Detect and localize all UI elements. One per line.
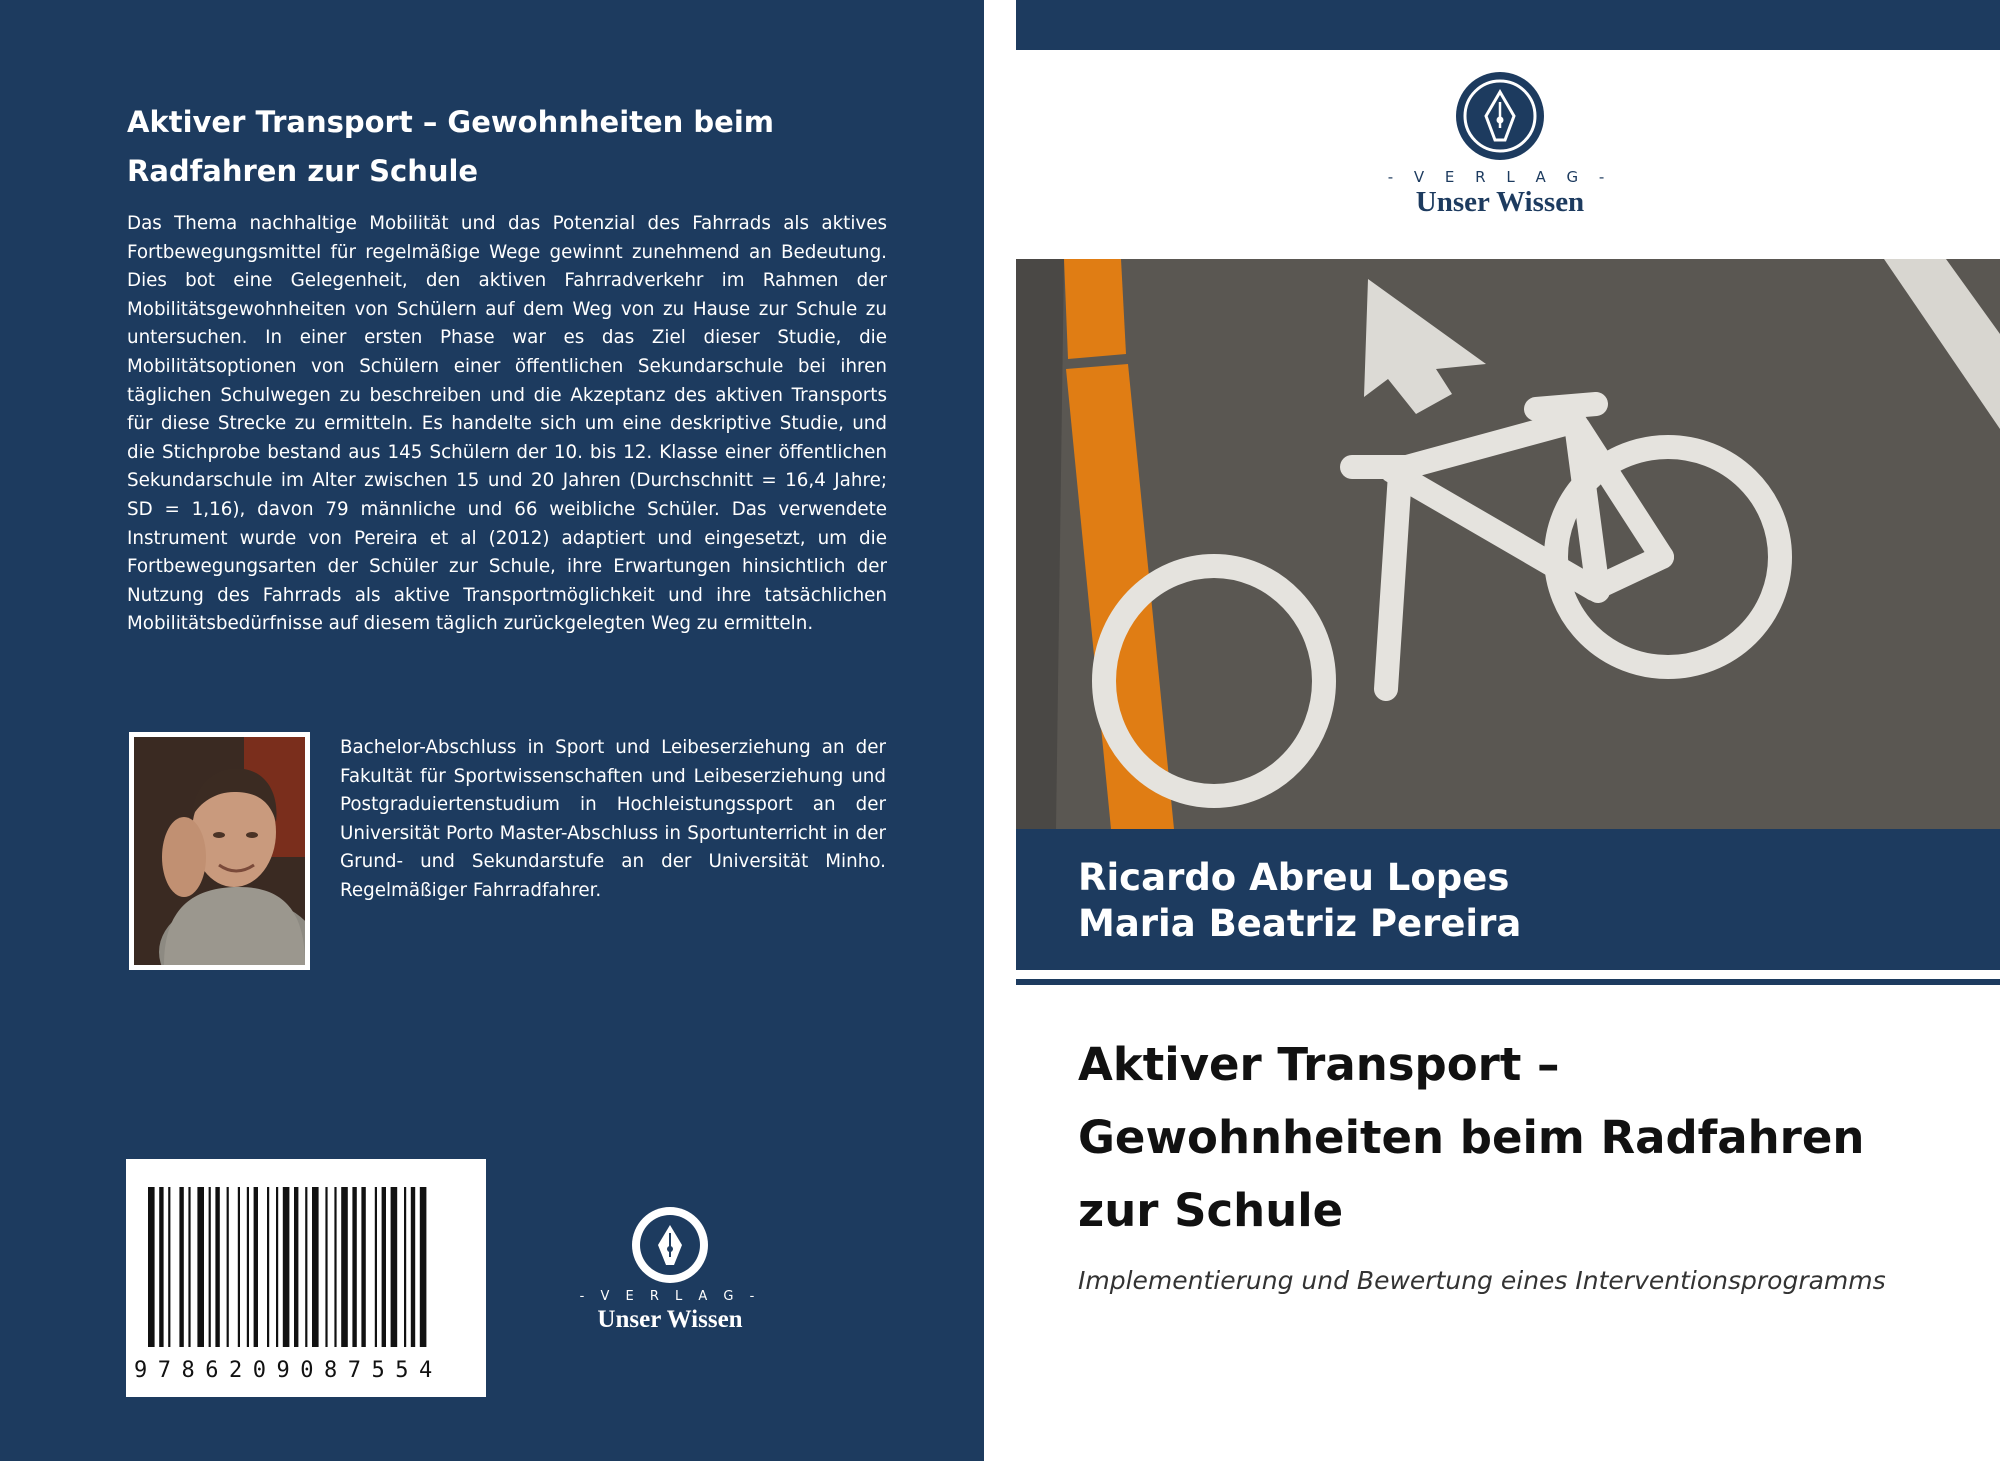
front-divider-rule [1016, 979, 2000, 985]
front-title [1078, 1028, 1958, 1247]
back-logo-verlag: - V E R L A G - [579, 1289, 761, 1304]
barcode-bar [312, 1187, 319, 1347]
barcode-bar [283, 1187, 290, 1347]
back-cover-blurb: Das Thema nachhaltige Mobilität und das Potenzial des Fahrrads als aktives Fortbewegungsmittel für regelmäßige Wege gewinnt zunehmend an Bedeutung. Dies bot eine Gelegenheit, den aktiven Fahrradverkehr im Rahmen der Mobilitätsgewohnheiten von Schülern auf dem Weg von zu Hause zur Schule zu untersuchen. In einer ersten Phase war es das Ziel dieser Studie, die Mobilitätsoptionen von Schülern einer öffentlichen Sekundarschule bei ihren täglichen Schulwegen zu beschreiben und die Akzeptanz des aktiven Transports für diese Strecke zu ermitteln. Es handelte sich um eine deskriptive Studie, und die Stichprobe bestand aus 145 Schülern der 10. bis 12. Klasse einer öffentlichen Sekundarschule im Alter zwischen 15 und 20 Jahren (Durchschnitt = 16,4 Jahre; SD = 1,16), davon 79 männliche und 66 weibliche Schüler. Das verwendete Instrument wurde von Pereira et al (2012) adaptiert und eingesetzt, um die Fortbewegungsarten der Schüler zur Schule, ihre Erwartungen hinsichtlich der Nutzung des Fahrrads als aktive Transportmöglichkeit und ihre tatsächlichen Mobilitätsbedürfnisse auf diesem täglich zurückgelegten Weg zu ermitteln. [127, 213, 887, 635]
back-publisher-logo [570, 1205, 770, 1345]
isbn-digits: 9786209087554 [134, 1358, 443, 1383]
barcode-bar [391, 1187, 398, 1347]
back-cover-title: Aktiver Transport – Gewohnheiten beim Radfahren zur Schule [127, 105, 775, 188]
barcode-bar [188, 1187, 190, 1347]
barcode-bar [334, 1187, 336, 1347]
barcode-bar [168, 1187, 170, 1347]
barcode-bar [352, 1187, 356, 1347]
author-portrait-icon [134, 737, 305, 965]
barcode-bar [382, 1187, 386, 1347]
barcode-bar [215, 1187, 219, 1347]
front-title-line-2: Gewohnheiten beim Radfahren [1078, 1111, 1865, 1164]
barcode-bar [305, 1187, 307, 1347]
author-name-2: Maria Beatriz Pereira [1078, 902, 1522, 945]
back-cover [0, 0, 984, 1461]
front-title-line-3: zur Schule [1078, 1184, 1344, 1237]
barcode-bar [227, 1187, 229, 1347]
barcode-bar [341, 1187, 348, 1347]
barcode-bar [209, 1187, 211, 1347]
barcode-bar [276, 1187, 278, 1347]
barcode-bar [420, 1187, 427, 1347]
back-logo-name: Unser Wissen [597, 1306, 743, 1333]
barcode-bar [148, 1187, 155, 1347]
barcode-bar [238, 1187, 240, 1347]
front-top-bar [1016, 0, 2000, 50]
barcode-bar [267, 1187, 269, 1347]
author-photo [129, 732, 310, 970]
front-title-line-1: Aktiver Transport – [1078, 1038, 1560, 1091]
barcode-bar [294, 1187, 298, 1347]
barcode-bar [197, 1187, 204, 1347]
barcode-bar [404, 1187, 406, 1347]
barcode-bar [411, 1187, 415, 1347]
barcode-bar [247, 1187, 249, 1347]
isbn-barcode [126, 1159, 486, 1397]
barcode-bar [254, 1187, 258, 1347]
barcode-bar [375, 1187, 377, 1347]
front-subtitle: Implementierung und Bewertung eines Interventionsprogramms [1078, 1266, 1886, 1295]
barcode-bar [179, 1187, 183, 1347]
barcode-bar [159, 1187, 163, 1347]
front-logo-name: Unser Wissen [1415, 186, 1585, 218]
barcode-bar [325, 1187, 327, 1347]
front-publisher-logo [1380, 70, 1620, 230]
pen-nib-icon [1454, 70, 1546, 162]
authors-band [1016, 829, 2000, 970]
author-name-1: Ricardo Abreu Lopes [1078, 856, 1510, 899]
cover-photo-bike-lane [1016, 259, 2000, 829]
front-logo-verlag: - V E R L A G - [1387, 168, 1613, 186]
barcode-bar [361, 1187, 365, 1347]
author-bio: Bachelor-Abschluss in Sport und Leibeserziehung an der Fakultät für Sportwissenschaften und Leibeserziehung und Postgraduiertenstudium in Hochleistungssport an der Universität Porto Master-Abschluss in Sportunterricht in der Grund- und Sekundarstufe an der Universität Minho. Regelmäßiger Fahrradfahrer. [340, 737, 886, 901]
pen-nib-icon [630, 1205, 710, 1285]
barcode-bars [126, 1159, 486, 1359]
